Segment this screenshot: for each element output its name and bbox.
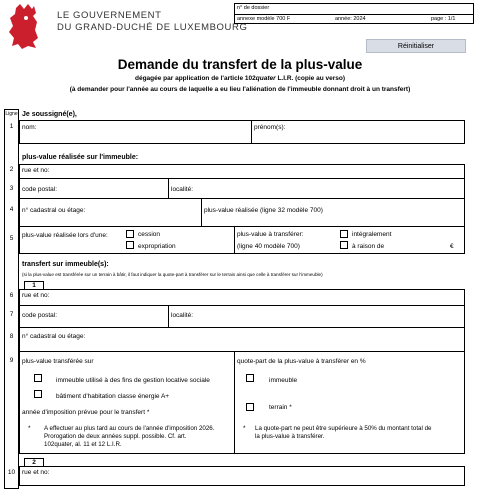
government-line1: LE GOUVERNEMENT — [57, 10, 162, 21]
transferee-sur-label: plus-value transférée sur — [22, 358, 94, 365]
localite-1-input[interactable] — [200, 311, 460, 321]
dossier-box — [234, 3, 474, 24]
localite-input[interactable] — [200, 185, 460, 195]
line-number-4: 4 — [9, 206, 14, 213]
footnote-1 — [44, 425, 230, 449]
euro-label: € — [450, 243, 454, 250]
terrain-percent-input[interactable] — [318, 407, 458, 416]
localite-label: localité: — [171, 186, 194, 193]
section-plus-value-realisee: plus-value réalisée sur l'immeuble: — [22, 154, 139, 161]
code-postal-input[interactable] — [66, 185, 166, 195]
annee-imposition-label: année d'imposition prévue pour le transfert * — [22, 409, 150, 416]
line-number-3: 3 — [9, 185, 14, 192]
row-8-bottom — [19, 351, 465, 352]
line-number-1: 1 — [9, 123, 14, 130]
annee-imposition-input[interactable] — [186, 409, 230, 418]
footnote-1-star: * — [28, 425, 31, 432]
row-7-bottom — [19, 327, 465, 328]
nom-input[interactable] — [22, 132, 250, 142]
line-number-7: 7 — [9, 311, 14, 318]
terrain-label: terrain * — [269, 404, 292, 411]
tab-2-label: 2 — [32, 459, 36, 466]
footnote-2-line-2: la plus-value à transférer. — [255, 433, 325, 440]
row-2-bottom — [19, 178, 465, 179]
cession-checkbox[interactable] — [126, 230, 134, 238]
line-number-2: 2 — [9, 166, 14, 173]
gestion-locative-checkbox[interactable] — [34, 374, 42, 382]
classe-energie-label: bâtiment d'habitation classe énergie A+ — [56, 393, 170, 400]
immeuble-checkbox[interactable] — [246, 374, 254, 382]
request-note: (à demander pour l'année au cours de laquelle a eu lieu l'aliénation de l'immeuble donnant droit à un transfert) — [69, 86, 411, 93]
year-label: année: 2024 — [335, 16, 366, 22]
subtitle-after: L.I.R. (copie au verso) — [275, 75, 345, 82]
plus-value-realisee-input[interactable] — [204, 217, 460, 225]
row-7-divider — [168, 305, 169, 327]
code-postal-1-label: code postal: — [22, 312, 58, 319]
gestion-locative-label: immeuble utilisé à des fins de gestion locative sociale — [56, 377, 210, 384]
prenom-label: prénom(s): — [254, 124, 286, 131]
rue-no-2-input[interactable] — [60, 468, 460, 478]
page-label: page : 1/1 — [431, 16, 456, 22]
dossier-label: n° de dossier — [237, 5, 270, 11]
luxembourg-lion-logo — [6, 4, 44, 50]
nom-label: nom: — [22, 124, 37, 131]
plus-value-realisee-label: plus-value réalisée (ligne 32 modèle 700) — [204, 207, 323, 214]
rue-no-2-label: rue et no: — [22, 469, 50, 476]
section-je-soussigne: Je soussigné(e), — [22, 111, 77, 118]
government-name — [57, 10, 247, 34]
row-3-bottom — [19, 198, 465, 199]
code-postal-1-input[interactable] — [66, 311, 166, 321]
a-transferer-label: plus-value à transférer: — [237, 231, 304, 238]
ligne-header: Ligne — [5, 111, 18, 117]
expropriation-checkbox[interactable] — [126, 241, 134, 249]
reset-button[interactable]: Réinitialiser — [366, 39, 466, 53]
annexe-label: annexe modèle 700 F — [237, 16, 291, 22]
rue-no-1-input[interactable] — [60, 291, 460, 301]
quote-part-label: quote-part de la plus-value à transférer en % — [237, 358, 366, 365]
page-title: Demande du transfert de la plus-value — [117, 57, 363, 72]
expropriation-label: expropriation — [138, 243, 176, 250]
localite-1-label: localité: — [171, 312, 194, 319]
subtitle — [0, 75, 480, 82]
government-line2: DU GRAND-DUCHÉ DE LUXEMBOURG — [57, 22, 248, 33]
footnote-2 — [255, 425, 463, 441]
row-3-divider — [168, 178, 169, 198]
immeuble-percent-input[interactable] — [318, 381, 458, 390]
classe-energie-checkbox[interactable] — [34, 390, 42, 398]
rue-no-input[interactable] — [60, 166, 460, 176]
tab-1-label: 1 — [32, 282, 36, 289]
line-number-6: 6 — [9, 292, 14, 299]
line-number-10: 10 — [7, 469, 16, 476]
dossier-divider — [235, 14, 473, 15]
row-1-divider — [251, 120, 252, 144]
footnote-2-star: * — [243, 425, 246, 432]
prenom-input[interactable] — [254, 132, 462, 142]
footnote-1-line-1: A effectuer au plus tard au cours de l'année d'imposition 2026. — [44, 425, 215, 432]
row-9-divider — [234, 351, 235, 454]
integralement-checkbox[interactable] — [340, 230, 348, 238]
raison-amount-input[interactable] — [392, 242, 446, 251]
footnote-2-line-1: La quote-part ne peut être supérieure à 50% du montant total de — [255, 425, 432, 432]
row-6-bottom — [19, 305, 465, 306]
footnote-1-line-2: Prorogation de deux années suppl. possible. Cf. art. — [44, 433, 187, 440]
cadastral-1-input[interactable] — [22, 342, 460, 350]
cession-label: cession — [138, 231, 161, 238]
line-number-8: 8 — [9, 333, 14, 340]
realisee-lors-label: plus-value réalisée lors d'une: — [22, 232, 108, 239]
cadastral-label: n° cadastral ou étage: — [22, 207, 86, 214]
terrain-checkbox[interactable] — [246, 403, 254, 411]
code-postal-label: code postal: — [22, 186, 58, 193]
integralement-label: intégralement — [352, 231, 392, 238]
dossier-number-input[interactable] — [287, 5, 471, 13]
rue-no-1-label: rue et no: — [22, 292, 50, 299]
row-5-divider — [234, 226, 235, 254]
raison-checkbox[interactable] — [340, 241, 348, 249]
line-number-5: 5 — [9, 235, 14, 242]
section-transfert: transfert sur immeuble(s): — [22, 261, 109, 268]
footnote-1-line-3: 102quater, al. 11 et 12 L.I.R. — [44, 441, 122, 448]
cadastral-input[interactable] — [22, 217, 198, 225]
row-4-divider — [201, 198, 202, 226]
section-transfert-note: (si la plus-value est transférée sur un terrain à bâtir, il faut indiquer la quote-part à transférer sur le terrain ainsi que celle à transférer sur l'immeuble) — [22, 272, 323, 277]
subtitle-before: dégagée par application de l'article 102 — [135, 75, 256, 82]
raison-label: à raison de — [352, 243, 385, 250]
ligne-40-label: (ligne 40 modèle 700) — [237, 243, 300, 250]
immeuble-label: immeuble — [269, 377, 298, 384]
rue-no-label: rue et no: — [22, 167, 50, 174]
line-number-9: 9 — [9, 357, 14, 364]
cadastral-1-label: n° cadastral ou étage: — [22, 333, 86, 340]
subtitle-italic: quater — [255, 75, 276, 82]
row-4-bottom — [19, 226, 465, 227]
